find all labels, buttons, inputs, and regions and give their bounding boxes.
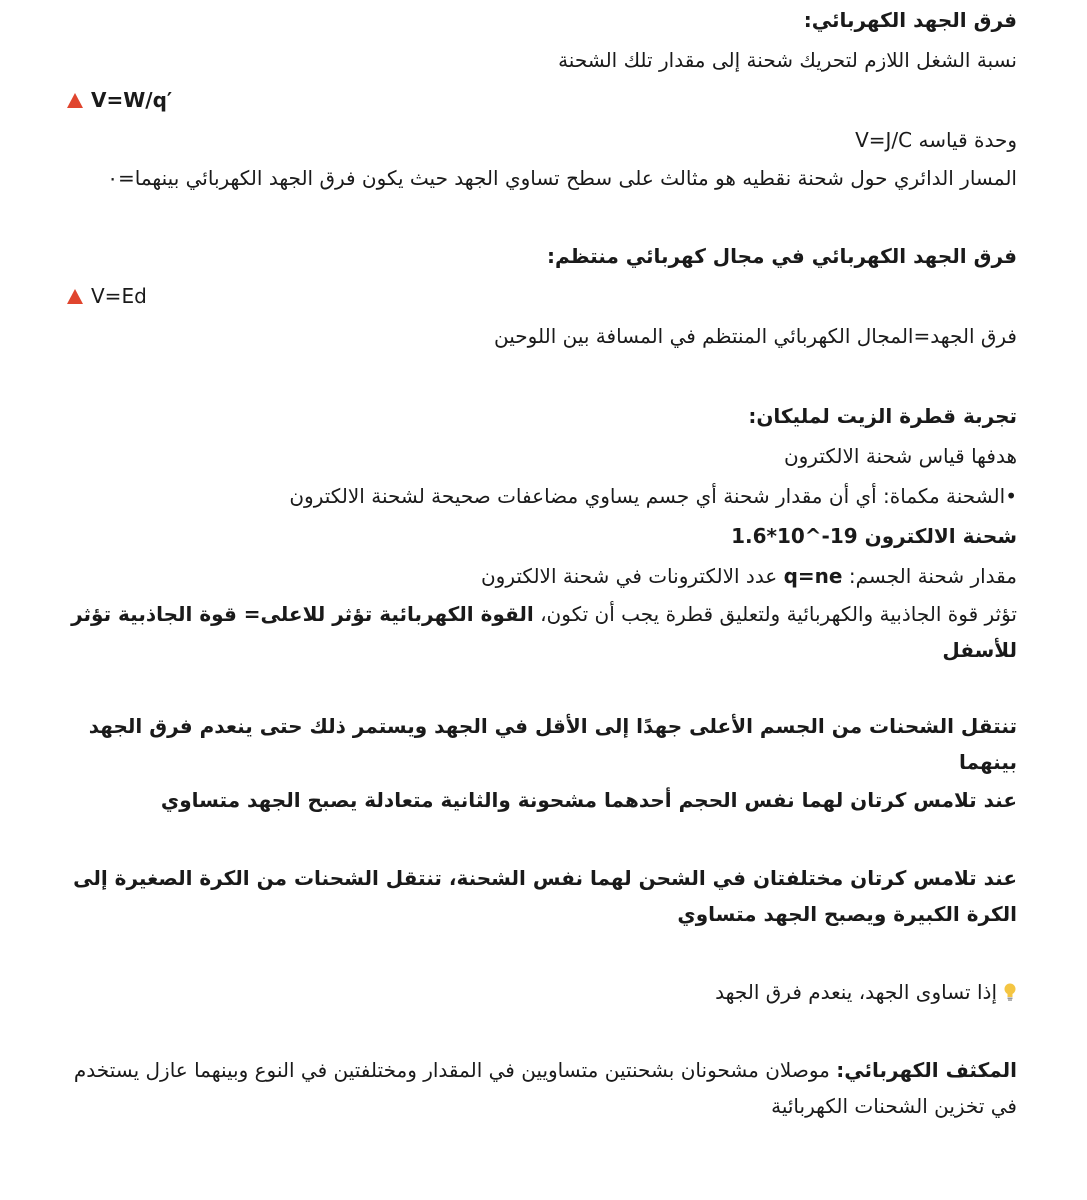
spacer: [67, 932, 1017, 972]
formula-v-ed: V=Ed: [91, 284, 147, 308]
note-content: [67, 0, 1017, 1124]
spacer: [67, 196, 1017, 236]
electron-charge-text: 1.6*10^-19 شحنة الالكترون: [731, 524, 1017, 548]
circular-path-line: المسار الدائري حول شحنة نقطيه هو مثالث على سطح تساوي الجهد حيث يكون فرق الجهد الكهربائي بينهما=٠: [107, 166, 1017, 190]
forces-bold-text: القوة الكهربائية تؤثر للاعلى= قوة الجاذبية تؤثر للأسفل: [71, 602, 1017, 662]
red-triangle-icon: [67, 93, 83, 108]
equal-spheres-line: عند تلامس كرتان لهما نفس الحجم أحدهما مشحونة والثانية متعادلة يصبح الجهد متساوي: [160, 788, 1017, 812]
capacitor-definition: موصلان مشحونان بشحنتين متساويين في المقدار ومختلفتين في النوع وبينهما عازل يستخدم في تخزين الشحنات الكهربائية: [73, 1058, 1017, 1118]
spacer: [67, 820, 1017, 860]
section-title-potential-difference: فرق الجهد الكهربائي:: [803, 8, 1017, 32]
body-charge-prefix: مقدار شحنة الجسم:: [842, 564, 1017, 588]
charge-quantization: •الشحنة مكماة: أي أن مقدار شحنة أي جسم يساوي مضاعفات صحيحة لشحنة الالكترون: [289, 484, 1017, 508]
capacitor-title: المكثف الكهربائي:: [836, 1058, 1017, 1082]
spacer: [67, 1012, 1017, 1052]
body-charge-suffix: عدد الالكترونات في شحنة الالكترون: [480, 564, 784, 588]
lightbulb-icon: [1003, 983, 1017, 1001]
uniform-field-definition: فرق الجهد=المجال الكهربائي المنتظم في المسافة بين اللوحين: [494, 324, 1017, 348]
section-title-millikan: تجربة قطرة الزيت لمليكان:: [748, 404, 1017, 428]
red-triangle-icon: [67, 289, 83, 304]
millikan-goal: هدفها قياس شحنة الالكترون: [783, 444, 1017, 468]
forces-normal-text: تؤثر قوة الجاذبية والكهربائية ولتعليق قطرة يجب أن تكون،: [533, 602, 1017, 626]
different-spheres-line: عند تلامس كرتان مختلفتان في الشحن لهما نفس الشحنة، تنتقل الشحنات من الكرة الصغيرة إلى الكرة الكبيرة ويصبح الجهد متساوي: [73, 866, 1017, 926]
body-charge-line: [67, 556, 1017, 596]
spacer: [67, 356, 1017, 396]
unit-line: وحدة قياسه V=J/C: [855, 128, 1017, 152]
tip-line: [67, 972, 1017, 1012]
formula-v-w-q: V=W/q′: [91, 88, 173, 112]
charge-transfer-line: تنتقل الشحنات من الجسم الأعلى جهدًا إلى الأقل في الجهد ويستمر ذلك حتى ينعدم فرق الجهد بينهما: [88, 714, 1017, 774]
potential-difference-definition: نسبة الشغل اللازم لتحريك شحنة إلى مقدار تلك الشحنة: [558, 48, 1017, 72]
section-title-uniform-field: فرق الجهد الكهربائي في مجال كهربائي منتظم:: [546, 244, 1017, 268]
formula-line: [67, 80, 1017, 120]
electron-charge-value: [67, 516, 1017, 556]
formula-q-ne: q=ne: [783, 564, 843, 588]
capacitor-line: [67, 1052, 1017, 1124]
tip-text: إذا تساوى الجهد، ينعدم فرق الجهد: [715, 980, 997, 1004]
formula-line: [67, 276, 1017, 316]
forces-line: [67, 596, 1017, 668]
spacer: [67, 668, 1017, 708]
